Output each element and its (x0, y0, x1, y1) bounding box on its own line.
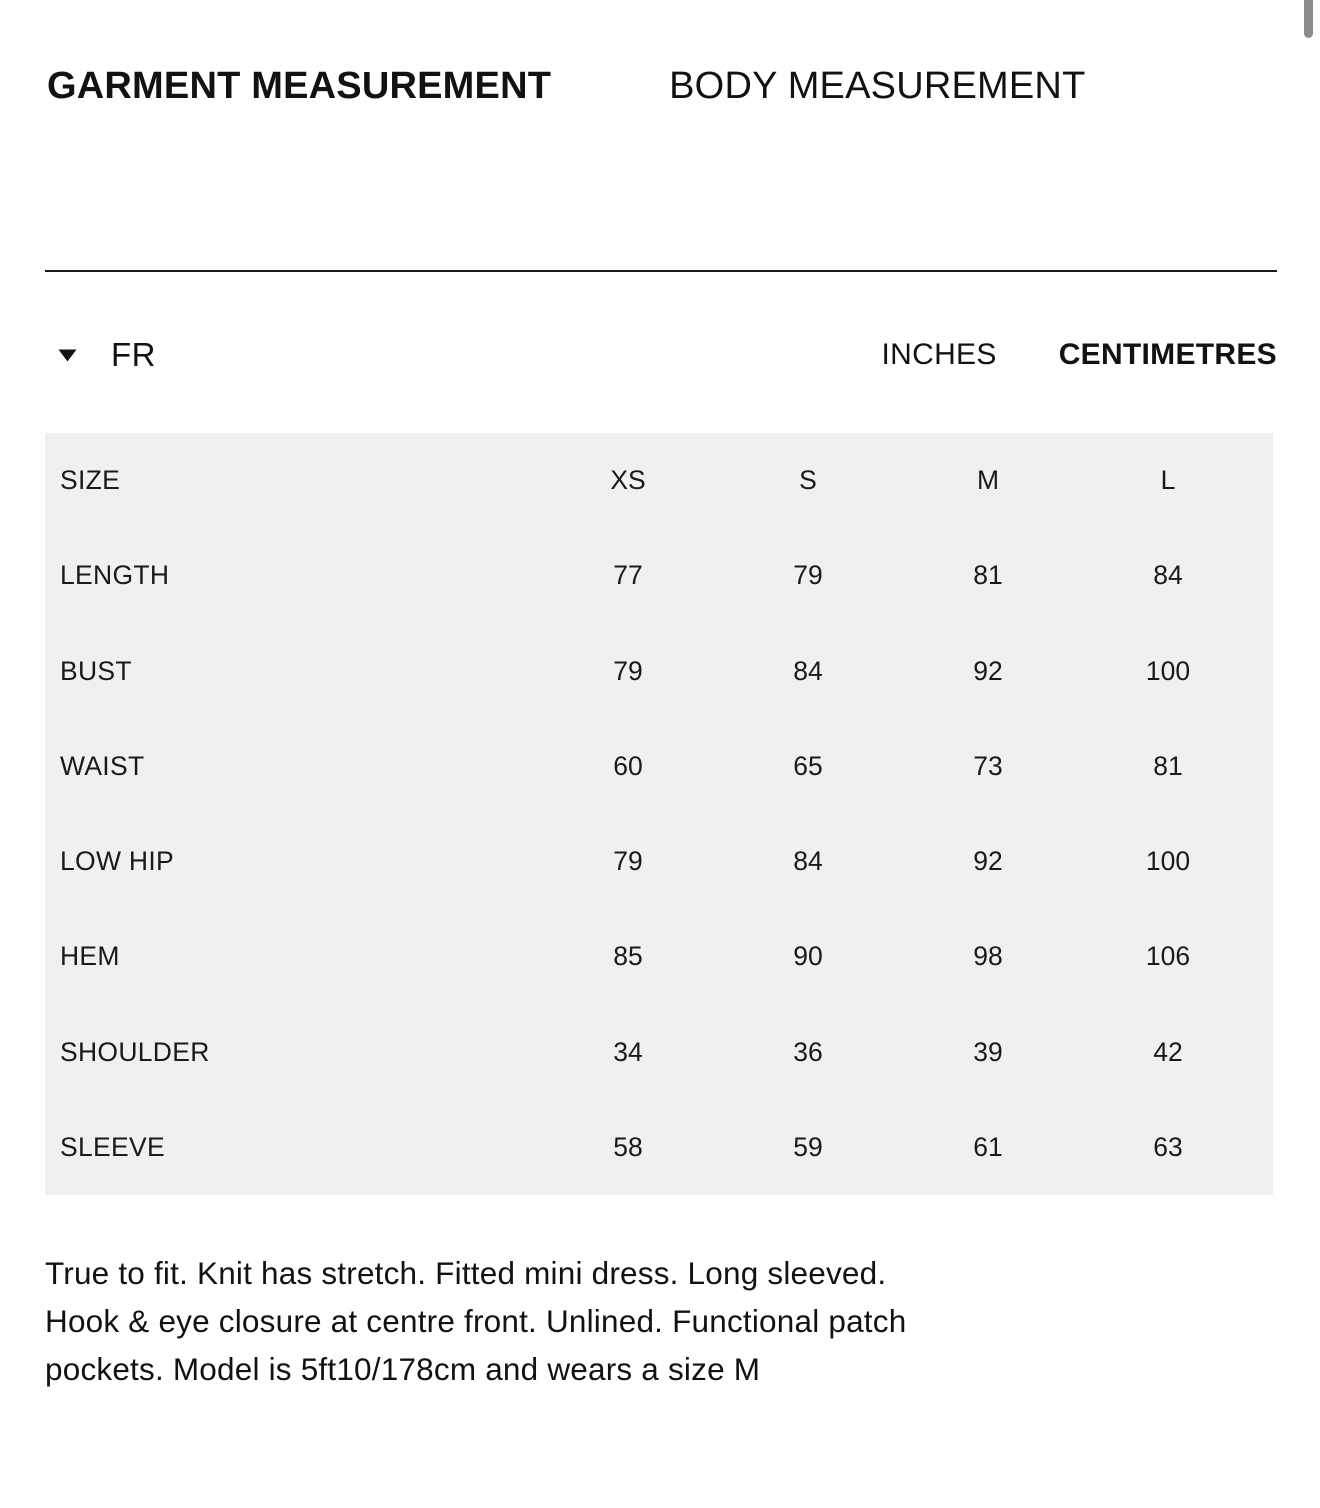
row-label: HEM (60, 941, 120, 972)
table-row (60, 719, 1258, 814)
tab-body-measurement[interactable]: BODY MEASUREMENT (669, 65, 1086, 107)
region-selector[interactable] (45, 336, 156, 374)
row-value: 65 (793, 750, 823, 781)
row-value: 92 (973, 846, 1003, 877)
tab-garment-measurement[interactable]: GARMENT MEASUREMENT (47, 65, 552, 107)
row-label: SLEEVE (60, 1131, 165, 1162)
row-value: 84 (793, 655, 823, 686)
row-value: 79 (613, 846, 643, 877)
description-line: Hook & eye closure at centre front. Unlined. Functional patch (45, 1303, 907, 1339)
row-value: 85 (613, 941, 643, 972)
scrollbar-thumb[interactable] (1304, 0, 1313, 38)
row-value: 79 (793, 560, 823, 591)
row-value: 36 (793, 1036, 823, 1067)
table-row (60, 528, 1258, 623)
row-value: 79 (613, 655, 643, 686)
size-col-l: L (1160, 465, 1176, 496)
row-value: 63 (1153, 1131, 1183, 1162)
row-value: 106 (1145, 941, 1191, 972)
table-row (60, 1100, 1258, 1195)
unit-toggle (882, 338, 1277, 372)
unit-option-inches[interactable]: INCHES (881, 338, 997, 371)
table-row (60, 909, 1258, 1004)
description-line: True to fit. Knit has stretch. Fitted mini dress. Long sleeved. (45, 1255, 887, 1291)
row-value: 73 (973, 750, 1003, 781)
row-value: 90 (793, 941, 823, 972)
row-label: SHOULDER (60, 1036, 210, 1067)
row-value: 92 (973, 655, 1003, 686)
caret-down-icon (58, 349, 77, 362)
region-value: FR (111, 336, 156, 373)
size-table-header-row (60, 433, 1258, 528)
units-row (45, 330, 1277, 380)
unit-option-centimetres[interactable]: CENTIMETRES (1058, 338, 1277, 371)
row-value: 81 (1153, 750, 1183, 781)
size-col-xs: XS (610, 465, 646, 496)
row-label: LOW HIP (60, 846, 175, 877)
size-col-s: S (799, 465, 817, 496)
row-value: 58 (613, 1131, 643, 1162)
row-value: 100 (1145, 846, 1191, 877)
size-table-body (60, 528, 1258, 1195)
row-value: 77 (613, 560, 643, 591)
row-value: 84 (793, 846, 823, 877)
divider-line (45, 270, 1277, 272)
size-table (45, 433, 1273, 1195)
table-row (60, 624, 1258, 719)
row-value: 34 (613, 1036, 643, 1067)
row-value: 98 (973, 941, 1003, 972)
row-value: 100 (1145, 655, 1191, 686)
row-value: 59 (793, 1131, 823, 1162)
row-value: 81 (973, 560, 1003, 591)
product-description (45, 1249, 1285, 1393)
size-table-header-label: SIZE (60, 465, 121, 496)
measurement-tabs (47, 66, 1085, 108)
row-label: LENGTH (60, 560, 170, 591)
size-col-m: M (976, 465, 1000, 496)
table-row (60, 814, 1258, 909)
row-label: WAIST (60, 750, 145, 781)
description-line: pockets. Model is 5ft10/178cm and wears a size M (45, 1351, 761, 1387)
row-value: 39 (973, 1036, 1003, 1067)
row-value: 60 (613, 750, 643, 781)
row-value: 84 (1153, 560, 1183, 591)
row-value: 42 (1153, 1036, 1183, 1067)
table-row (60, 1005, 1258, 1100)
row-value: 61 (973, 1131, 1003, 1162)
row-label: BUST (60, 655, 132, 686)
